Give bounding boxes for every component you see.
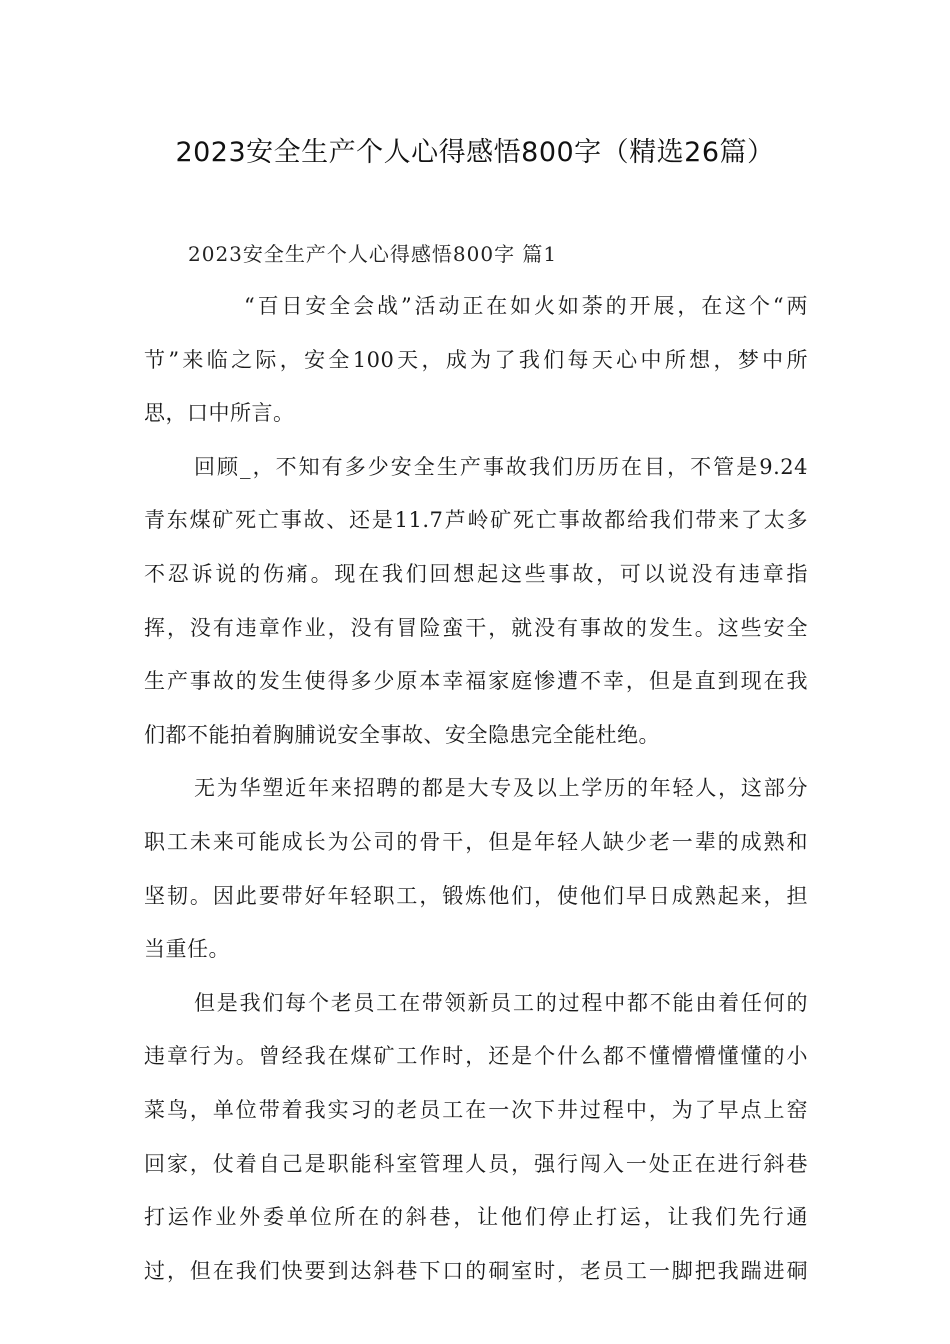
text-line: 节”来临之际，安全100天，成为了我们每天心中所想，梦中所 — [144, 347, 808, 372]
text-line: “百日安全会战”活动正在如火如荼的开展，在这个“两 — [244, 294, 808, 318]
text-line: 回顾_，不知有多少安全生产事故我们历历在目，不管是9.24 — [194, 454, 808, 479]
text-line: 生产事故的发生使得多少原本幸福家庭惨遭不幸，但是直到现在我 — [144, 669, 808, 694]
text-line: 回家，仗着自己是职能科室管理人员，强行闯入一处正在进行斜巷 — [144, 1151, 808, 1176]
body-text — [144, 280, 808, 1298]
text-line: 违章行为。曾经我在煤矿工作时，还是个什么都不懂懵懵懂懂的小 — [144, 1044, 808, 1069]
text-line: 菜鸟，单位带着我实习的老员工在一次下井过程中，为了早点上窑 — [144, 1097, 808, 1122]
text-line: 们都不能拍着胸脯说安全事故、安全隐患完全能杜绝。 — [144, 722, 660, 747]
text-line: 青东煤矿死亡事故、还是11.7芦岭矿死亡事故都给我们带来了太多 — [144, 508, 808, 533]
text-line: 但是我们每个老员工在带领新员工的过程中都不能由着任何的 — [194, 990, 808, 1015]
text-line: 挥，没有违章作业，没有冒险蛮干，就没有事故的发生。这些安全 — [144, 615, 808, 640]
text-line: 不忍诉说的伤痛。现在我们回想起这些事故，可以说没有违章指 — [144, 561, 808, 586]
text-line: 当重任。 — [144, 937, 230, 962]
section-heading: 2023安全生产个人心得感悟800字 篇1 — [188, 242, 558, 266]
text-line: 职工未来可能成长为公司的骨干，但是年轻人缺少老一辈的成熟和 — [144, 829, 808, 854]
text-line: 无为华塑近年来招聘的都是大专及以上学历的年轻人，这部分 — [194, 776, 808, 801]
document-title: 2023安全生产个人心得感悟800字（精选26篇） — [175, 137, 775, 168]
text-line: 坚韧。因此要带好年轻职工，锻炼他们，使他们早日成熟起来，担 — [144, 883, 808, 908]
text-line: 过，但在我们快要到达斜巷下口的硐室时，老员工一脚把我踹进硐 — [144, 1258, 808, 1283]
text-line: 思，口中所言。 — [144, 401, 295, 426]
text-line: 打运作业外委单位所在的斜巷，让他们停止打运，让我们先行通 — [144, 1205, 808, 1230]
